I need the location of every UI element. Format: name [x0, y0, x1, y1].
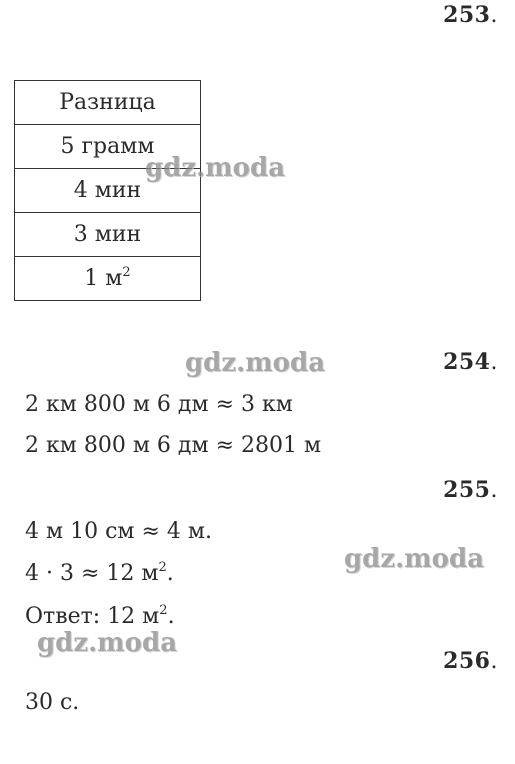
watermark: gdz.moda [185, 348, 326, 378]
problem-number-text: 255 [443, 477, 491, 503]
problem-number-dot: . [490, 649, 498, 674]
expression-text: 4 · 3 ≈ 12 м [25, 561, 159, 586]
problem-number-256 [443, 648, 498, 674]
watermark: gdz.moda [37, 628, 178, 658]
answer-text: Ответ: 12 м [25, 604, 160, 629]
table-row [15, 81, 201, 125]
superscript: 2 [122, 265, 131, 280]
cell-text: 1 м [84, 266, 123, 291]
problem-number-dot: . [490, 350, 498, 375]
p255-answer [25, 604, 175, 629]
p255-line-1: 4 м 10 см ≈ 4 м. [25, 519, 213, 544]
table-row [15, 257, 201, 301]
table-row [15, 213, 201, 257]
problem-number-dot: . [490, 3, 498, 28]
cell-text: 3 мин [73, 222, 142, 247]
problem-number-253 [443, 2, 498, 28]
cell-text: 5 грамм [60, 134, 155, 159]
problem-number-text: 256 [443, 648, 491, 674]
superscript: 2 [158, 560, 167, 575]
p255-line-2 [25, 561, 174, 586]
p256-line-1: 30 с. [25, 690, 80, 715]
answer-tail: . [167, 604, 175, 629]
p254-line-1: 2 км 800 м 6 дм ≈ 3 км [25, 392, 293, 417]
cell-text: 4 мин [73, 178, 142, 203]
problem-number-text: 253 [443, 2, 491, 28]
table-header-cell: Разница [15, 81, 201, 125]
watermark: gdz.moda [344, 544, 485, 574]
table-cell [15, 257, 201, 301]
problem-number-254 [443, 349, 498, 375]
problem-number-255 [443, 477, 498, 503]
difference-table [14, 80, 201, 301]
superscript: 2 [159, 603, 168, 618]
table-cell [15, 213, 201, 257]
expression-tail: . [166, 561, 174, 586]
problem-number-dot: . [490, 478, 498, 503]
watermark: gdz.moda [145, 153, 286, 183]
p254-line-2: 2 км 800 м 6 дм ≈ 2801 м [25, 433, 322, 458]
problem-number-text: 254 [443, 349, 491, 375]
